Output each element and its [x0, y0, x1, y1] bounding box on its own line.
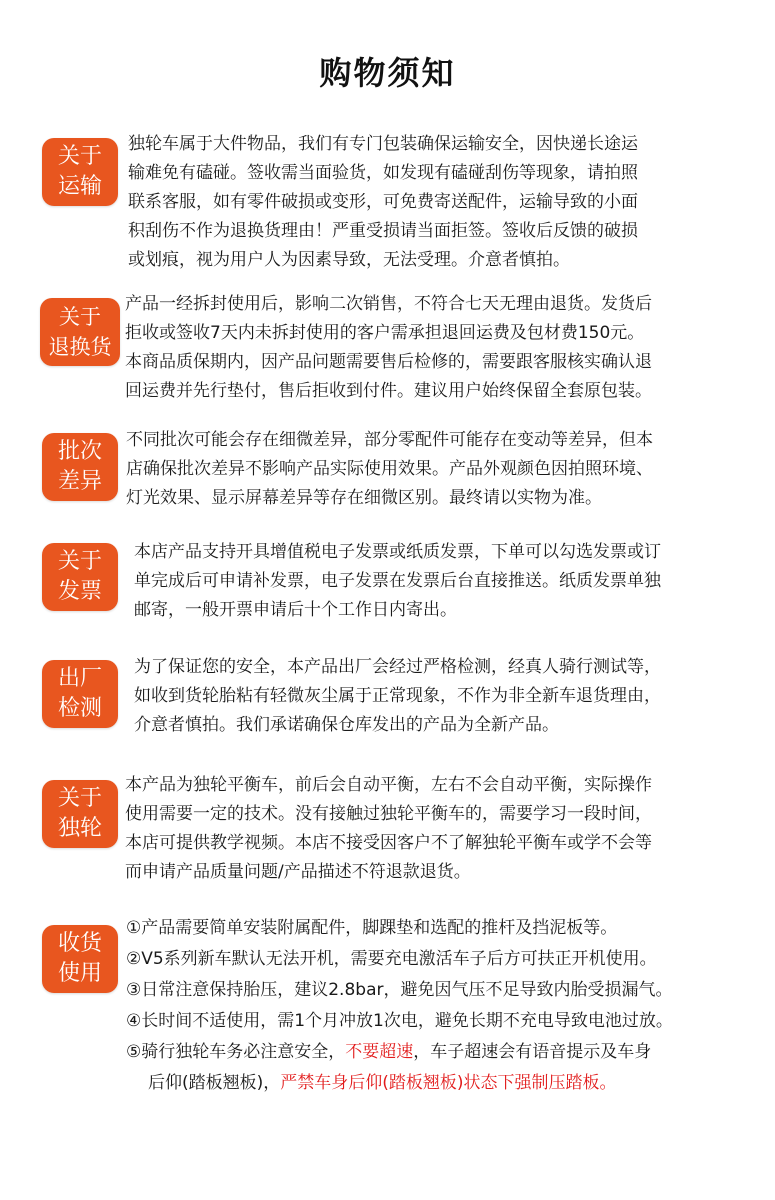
item5-text: ，车子超速会有语音提示及车身: [413, 1042, 652, 1062]
unicycle-text: [125, 771, 652, 887]
badge-line: 检测: [57, 696, 102, 721]
badge-batch: [42, 433, 118, 501]
text-line: 回运费并先行垫付，售后拒收到付件。建议用户始终保留全套原包装。: [125, 381, 652, 401]
text-line: 本店可提供教学视频。本店不接受因客户不了解独轮平衡车或学不会等: [125, 833, 652, 853]
receive-use-list: [126, 913, 673, 1099]
badge-line: 关于: [57, 144, 102, 169]
list-item-continuation: [126, 1068, 673, 1099]
text-line: 使用需要一定的技术。没有接触过独轮平衡车的，需要学习一段时间，: [125, 804, 652, 824]
text-line: 独轮车属于大件物品，我们有专门包装确保运输安全，因快递长途运: [128, 134, 638, 154]
badge-line: 使用: [57, 961, 102, 986]
badge-line: 独轮: [57, 816, 102, 841]
warning-no-backward-tilt: 严禁车身后仰(踏板翘板)状态下强制压踏板。: [280, 1073, 617, 1093]
list-item: ②V5系列新车默认无法开机，需要充电激活车子后方可扶正开机使用。: [126, 949, 657, 969]
inspection-text: [134, 653, 661, 740]
list-item: ①产品需要简单安装附属配件，脚踝垫和选配的推杆及挡泥板等。: [126, 918, 618, 938]
text-line: 产品一经拆封使用后，影响二次销售，不符合七天无理由退货。发货后: [125, 294, 652, 314]
text-line: 为了保证您的安全，本产品出厂会经过严格检测，经真人骑行测试等，: [134, 657, 661, 677]
text-line: 本商品质保期内，因产品问题需要售后检修的，需要跟客服核实确认退: [125, 352, 652, 372]
text-line: 而申请产品质量问题/产品描述不符退款退货。: [125, 862, 471, 882]
page-title: 购物须知: [319, 54, 456, 92]
badge-line: 收货: [57, 931, 102, 956]
text-line: 拒收或签收7天内未拆封使用的客户需承担退回运费及包材费150元。: [125, 323, 645, 343]
item5-text: 后仰(踏板翘板)，: [148, 1073, 281, 1093]
badge-line: 差异: [57, 469, 102, 494]
badge-line: 退换货: [48, 335, 112, 359]
invoice-text: [134, 538, 661, 625]
text-line: 店确保批次差异不影响产品实际使用效果。产品外观颜色因拍照环境、: [126, 459, 653, 479]
badge-unicycle: [42, 780, 118, 848]
badge-line: 出厂: [57, 666, 102, 691]
badge-shipping: [42, 138, 118, 206]
badge-inspection: [42, 660, 118, 728]
text-line: 邮寄，一般开票申请后十个工作日内寄出。: [134, 600, 457, 620]
returns-text: [125, 290, 652, 406]
badge-line: 关于: [59, 305, 101, 329]
badge-line: 批次: [57, 439, 102, 464]
text-line: 单完成后可申请补发票，电子发票在发票后台直接推送。纸质发票单独: [134, 571, 661, 591]
list-item: ④长时间不适使用，需1个月冲放1次电，避免长期不充电导致电池过放。: [126, 1011, 673, 1031]
batch-text: [126, 426, 653, 513]
badge-line: 关于: [57, 549, 102, 574]
list-item: [126, 1037, 673, 1068]
list-item: ③日常注意保持胎压，建议2.8bar，避免因气压不足导致内胎受损漏气。: [126, 980, 673, 1000]
badge-line: 运输: [57, 174, 102, 199]
text-line: 介意者慎拍。我们承诺确保仓库发出的产品为全新产品。: [134, 715, 559, 735]
text-line: 本店产品支持开具增值税电子发票或纸质发票，下单可以勾选发票或订: [134, 542, 661, 562]
text-line: 联系客服，如有零件破损或变形，可免费寄送配件，运输导致的小面: [128, 192, 638, 212]
text-line: 积刮伤不作为退换货理由！严重受损请当面拒签。签收后反馈的破损: [128, 221, 638, 241]
badge-returns: [40, 298, 120, 366]
warning-no-speeding: 不要超速: [345, 1042, 414, 1062]
shipping-text: [128, 130, 638, 275]
text-line: 灯光效果、显示屏幕差异等存在细微区别。最终请以实物为准。: [126, 488, 602, 508]
badge-invoice: [42, 543, 118, 611]
item5-text: ⑤骑行独轮车务必注意安全，: [126, 1042, 346, 1062]
text-line: 或划痕，视为用户人为因素导致，无法受理。介意者慎拍。: [128, 250, 570, 270]
badge-line: 发票: [57, 579, 102, 604]
text-line: 不同批次可能会存在细微差异，部分零配件可能存在变动等差异，但本: [126, 430, 653, 450]
text-line: 输难免有磕碰。签收需当面验货，如发现有磕碰刮伤等现象，请拍照: [128, 163, 638, 183]
badge-receive-use: [42, 925, 118, 993]
badge-line: 关于: [57, 786, 102, 811]
text-line: 如收到货轮胎粘有轻微灰尘属于正常现象，不作为非全新车退货理由，: [134, 686, 661, 706]
text-line: 本产品为独轮平衡车，前后会自动平衡，左右不会自动平衡，实际操作: [125, 775, 652, 795]
